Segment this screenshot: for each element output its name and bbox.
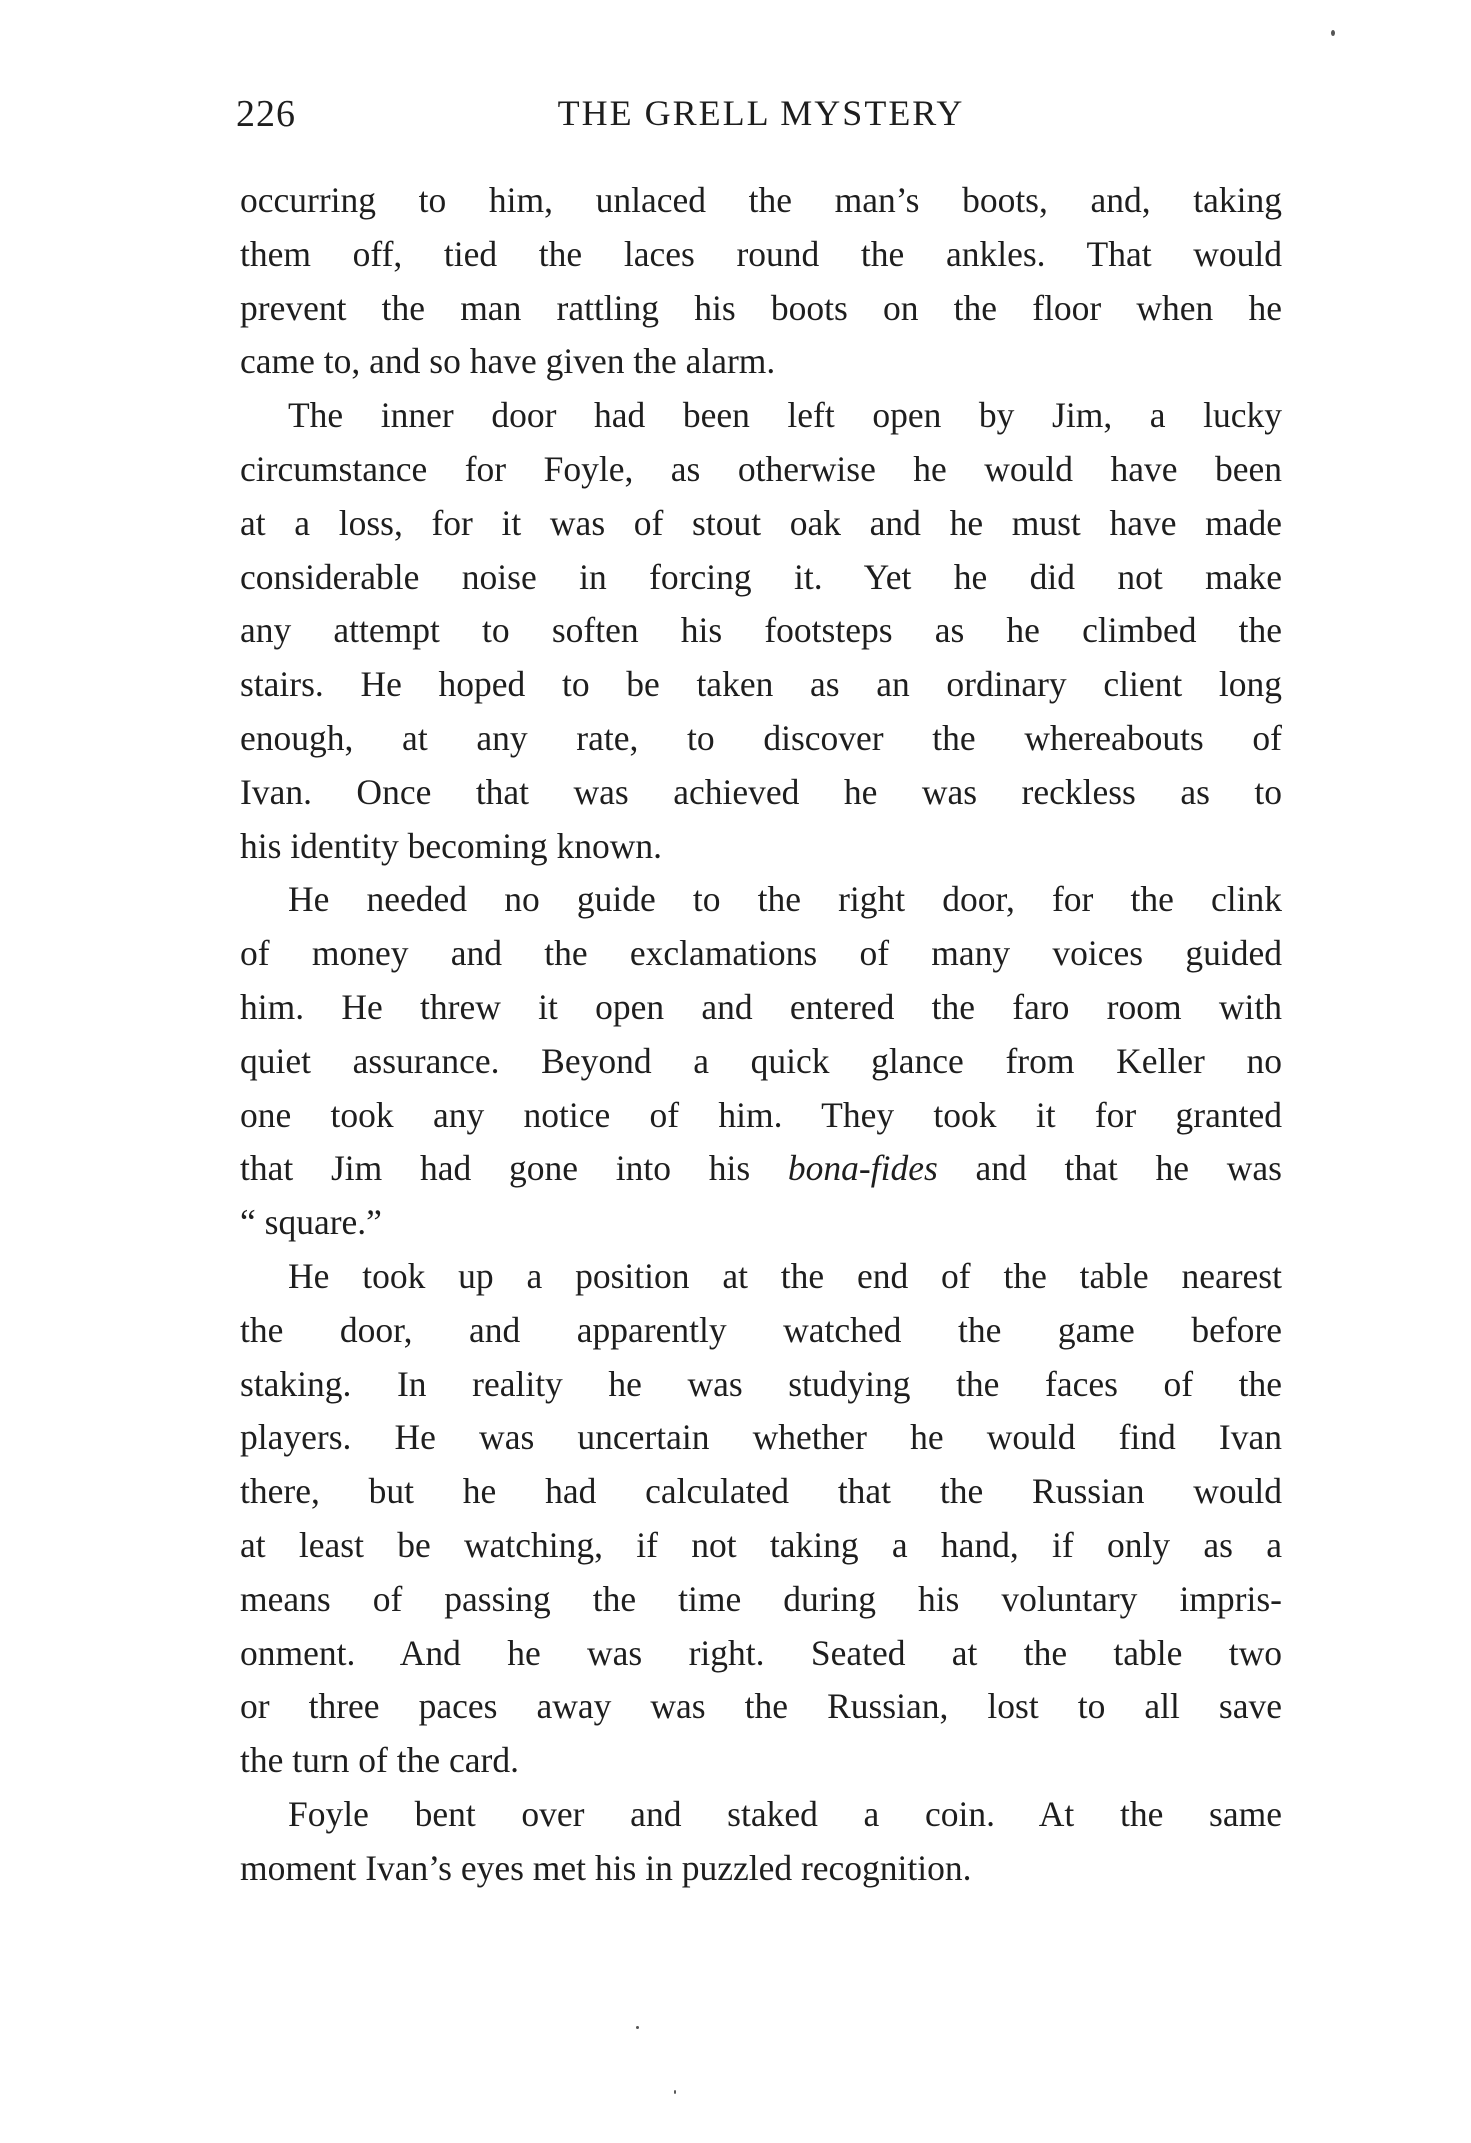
text-line: Foyle bent over and staked a coin. At the same — [288, 1793, 1282, 1834]
text-line: there, but he had calculated that the Russian would — [240, 1471, 1282, 1512]
text-line: onment. And he was right. Seated at the table two — [240, 1632, 1282, 1673]
text-line: means of passing the time during his voluntary impris- — [240, 1578, 1282, 1619]
text-line: considerable noise in forcing it. Yet he did not make — [240, 556, 1282, 597]
text-line: him. He threw it open and entered the faro room with — [240, 986, 1282, 1027]
page-number: 226 — [236, 93, 296, 135]
text-line: that Jim had gone into his bona-fides and that he was — [240, 1148, 1282, 1189]
text-line: his identity becoming known. — [240, 825, 663, 866]
text-line: enough, at any rate, to discover the whereabouts of — [240, 717, 1282, 758]
text-line: at least be watching, if not taking a hand, if only as a — [240, 1524, 1282, 1565]
text-line: players. He was uncertain whether he would find Ivan — [240, 1417, 1282, 1458]
text-line: stairs. He hoped to be taken as an ordinary client long — [240, 664, 1282, 705]
print-speck — [636, 2026, 639, 2029]
text-line: circumstance for Foyle, as otherwise he would have been — [240, 448, 1282, 489]
text-line: any attempt to soften his footsteps as he climbed the — [240, 610, 1282, 651]
text-line: prevent the man rattling his boots on the floor when he — [240, 287, 1282, 328]
text-line: moment Ivan’s eyes met his in puzzled recognition. — [240, 1847, 972, 1888]
text-line: one took any notice of him. They took it for granted — [240, 1094, 1282, 1135]
print-speck — [674, 2090, 676, 2094]
text-line: The inner door had been left open by Jim, a lucky — [288, 395, 1282, 436]
text-line: He took up a position at the end of the table nearest — [288, 1255, 1282, 1296]
text-line: at a loss, for it was of stout oak and he must have made — [240, 502, 1282, 543]
print-speck — [1331, 30, 1335, 36]
text-line: occurring to him, unlaced the man’s boots, and, taking — [240, 180, 1282, 220]
running-title: THE GRELL MYSTERY — [557, 93, 965, 133]
text-line: staking. In reality he was studying the faces of the — [240, 1363, 1282, 1404]
text-line: or three paces away was the Russian, lost to all save — [240, 1686, 1282, 1727]
text-line: the door, and apparently watched the game before — [240, 1309, 1282, 1350]
text-line: them off, tied the laces round the ankles. That would — [240, 233, 1282, 274]
text-line: came to, and so have given the alarm. — [240, 341, 776, 382]
text-line: “ square.” — [240, 1202, 382, 1243]
italic-phrase: bona-fides — [787, 1148, 938, 1189]
text-line: He needed no guide to the right door, for the clink — [288, 879, 1282, 920]
body-text — [240, 174, 1282, 1896]
text-line: Ivan. Once that was achieved he was reckless as to — [240, 771, 1282, 812]
running-head — [236, 92, 1286, 142]
text-line: of money and the exclamations of many voices guided — [240, 933, 1282, 974]
text-line: quiet assurance. Beyond a quick glance from Keller no — [240, 1040, 1282, 1081]
text-line: the turn of the card. — [240, 1740, 519, 1781]
